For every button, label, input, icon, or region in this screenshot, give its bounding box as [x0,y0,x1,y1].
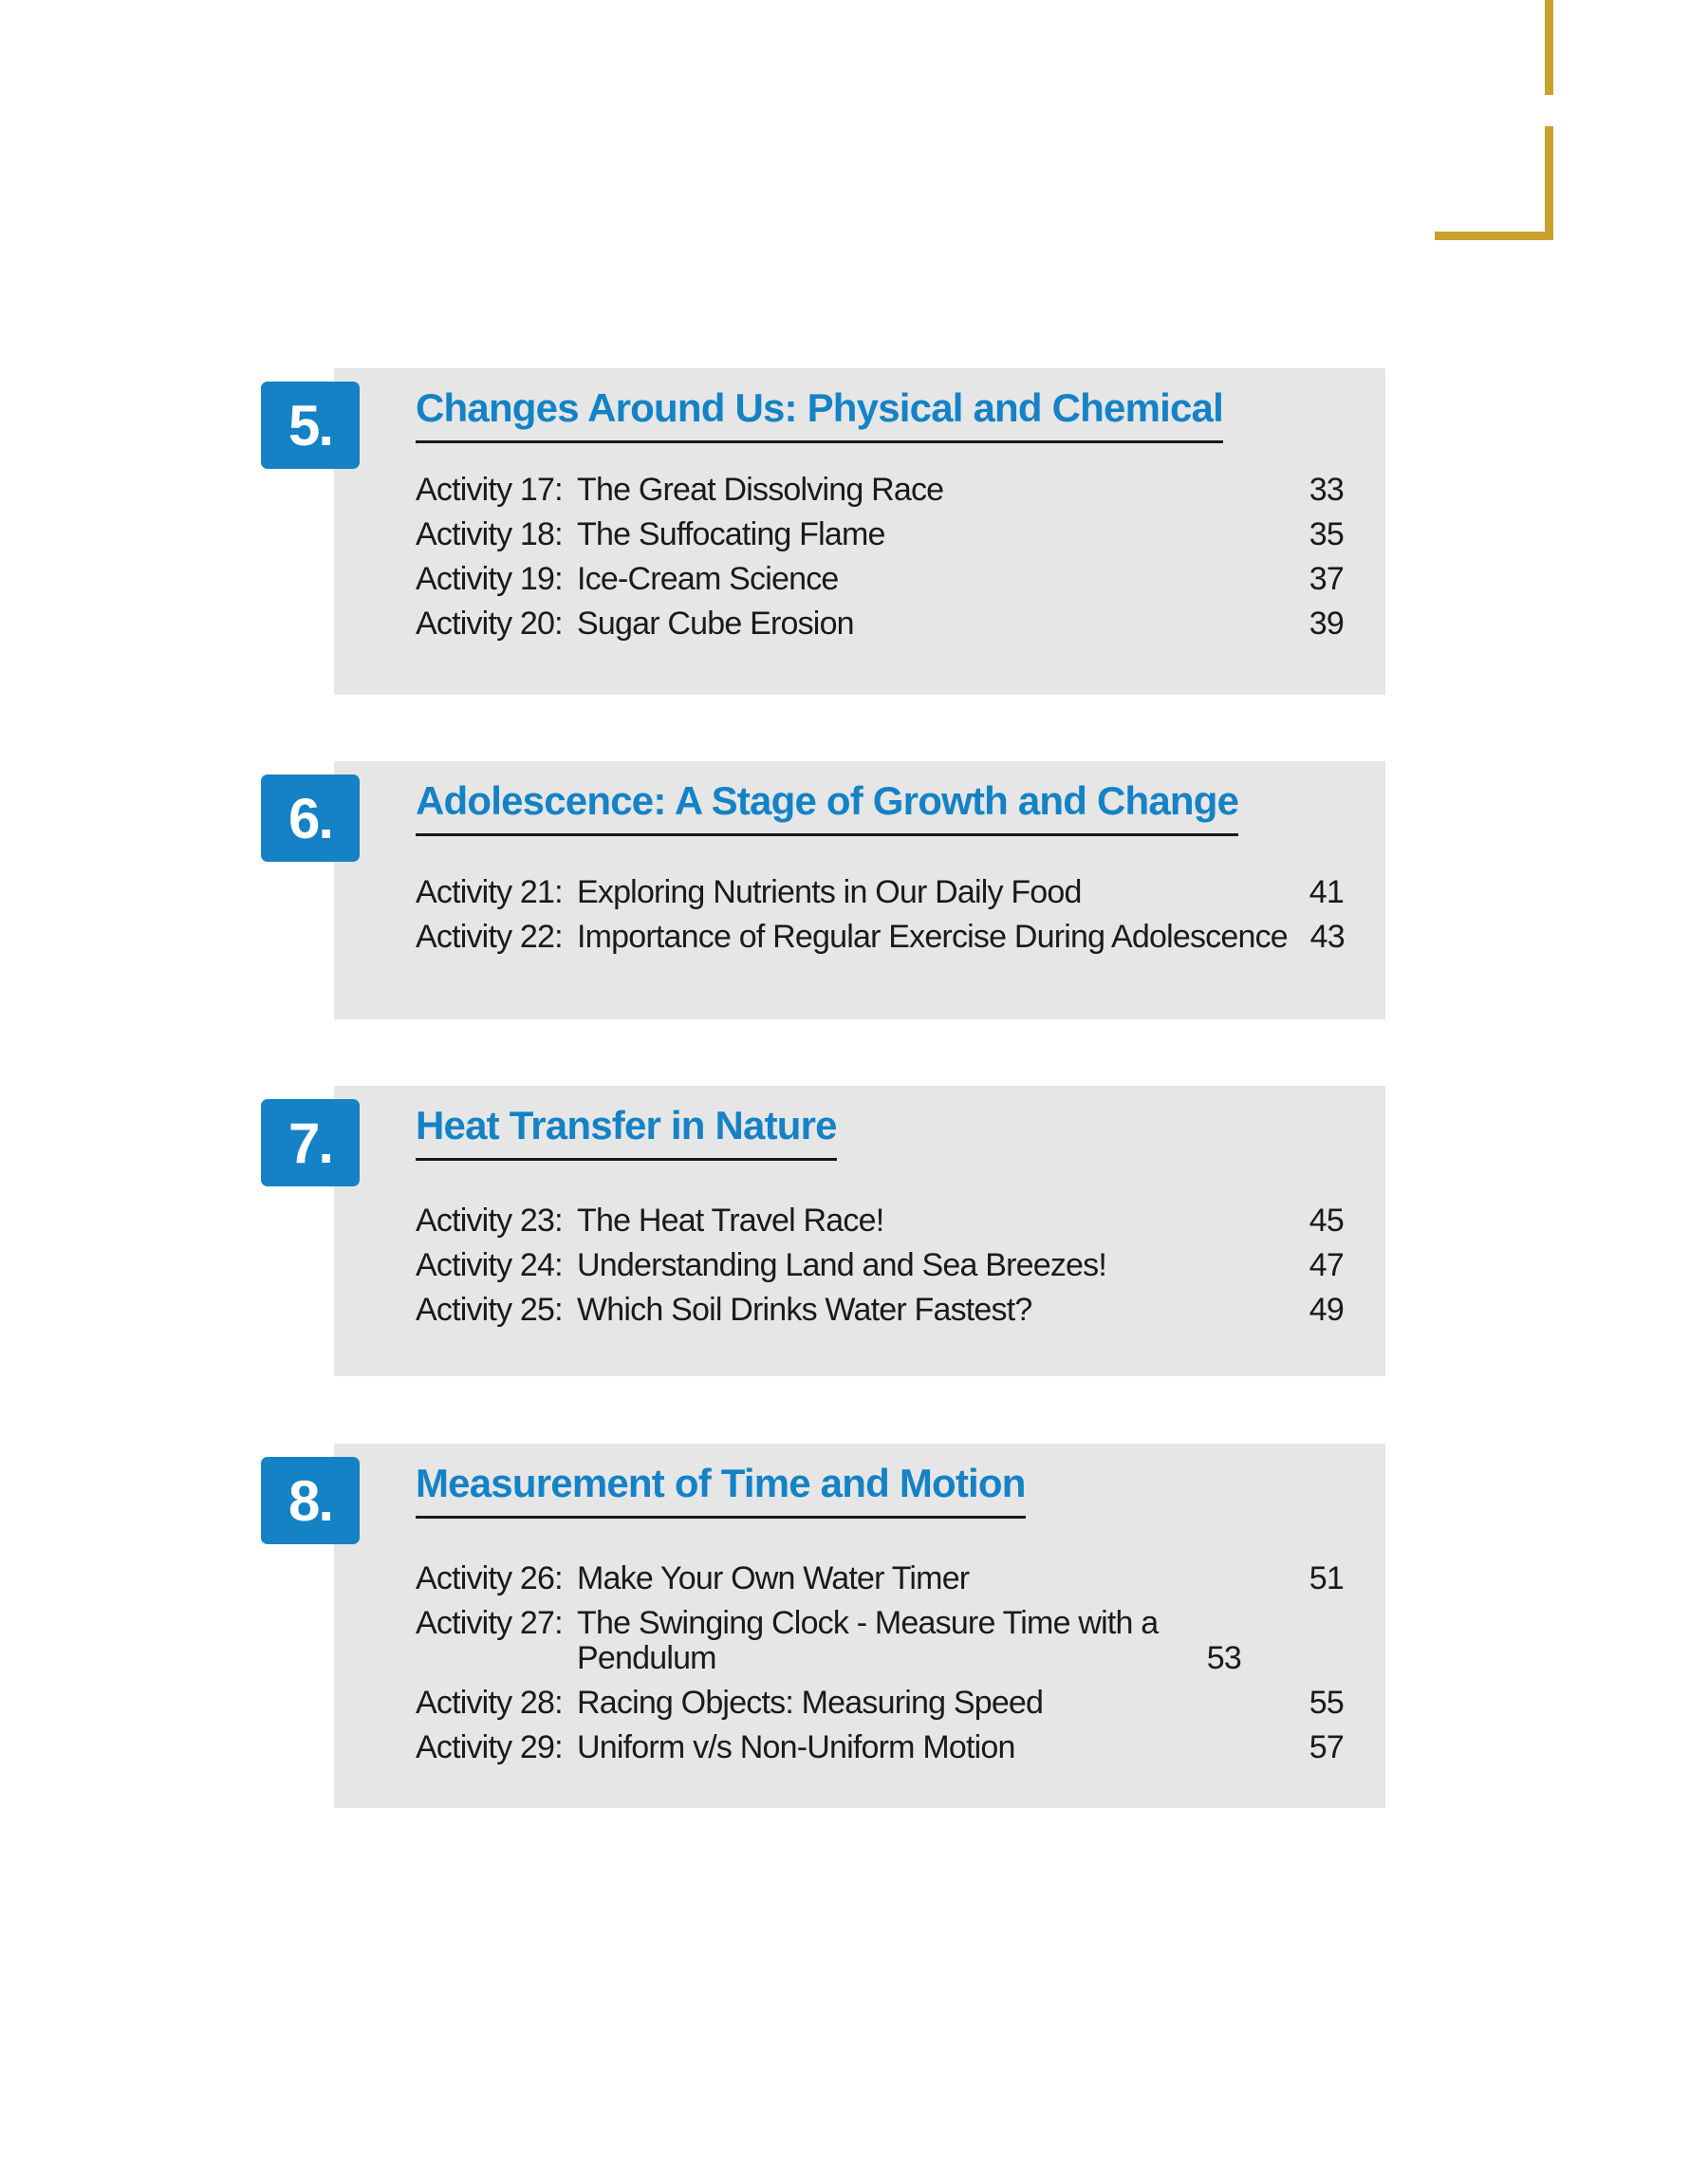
activity-row[interactable] [416,473,1344,508]
activity-page-number: 47 [1309,1247,1344,1283]
activity-label: Activity 22: [416,919,563,955]
section-title[interactable]: Heat Transfer in Nature [416,1099,837,1161]
activity-label: Activity 29: [416,1729,563,1765]
activity-list [416,473,1344,651]
activity-row[interactable] [416,1606,1344,1676]
activity-row[interactable] [416,517,1344,552]
activity-title: Exploring Nutrients in Our Daily Food [577,874,1082,910]
activity-page-number: 55 [1309,1685,1344,1721]
activity-title: The Swinging Clock - Measure Time with a Pendulum [577,1605,1159,1676]
activity-label: Activity 28: [416,1685,563,1721]
activity-label: Activity 18: [416,516,563,552]
section-7 [288,1086,1385,1376]
activity-page-number: 35 [1309,516,1344,552]
activity-list [416,1561,1344,1775]
section-5 [288,368,1385,695]
section-6 [288,761,1385,1019]
corner-mark-top [1545,0,1553,95]
section-number-badge: 6. [261,774,360,862]
activity-page-number: 45 [1309,1203,1344,1239]
activity-row[interactable] [416,1293,1344,1328]
activity-label: Activity 24: [416,1247,563,1283]
activity-page-number: 33 [1309,472,1344,508]
activity-title: Understanding Land and Sea Breezes! [577,1247,1106,1283]
activity-row[interactable] [416,1203,1344,1239]
activity-row[interactable] [416,1248,1344,1283]
corner-mark-horizontal [1435,232,1553,240]
activity-title: The Great Dissolving Race [577,472,944,508]
activity-title: Uniform v/s Non-Uniform Motion [577,1729,1015,1765]
activity-label: Activity 19: [416,561,563,597]
activity-title: Make Your Own Water Timer [577,1560,970,1596]
section-number-badge: 7. [261,1099,360,1186]
activity-title: The Suffocating Flame [577,516,885,552]
activity-row[interactable] [416,1561,1344,1596]
activity-title: Racing Objects: Measuring Speed [577,1685,1044,1721]
activity-label: Activity 23: [416,1203,563,1239]
activity-title: Ice-Cream Science [577,561,839,597]
activity-title: The Heat Travel Race! [577,1203,884,1239]
section-title[interactable]: Changes Around Us: Physical and Chemical [416,382,1223,443]
activity-page-number: 51 [1309,1560,1344,1596]
activity-label: Activity 20: [416,606,563,642]
activity-label: Activity 17: [416,472,563,508]
activity-title: Importance of Regular Exercise During Adolescence [577,919,1288,955]
activity-page-number: 37 [1309,561,1344,597]
activity-label: Activity 21: [416,874,563,910]
activity-title: Which Soil Drinks Water Fastest? [577,1292,1032,1328]
activity-page-number: 57 [1309,1729,1344,1765]
activity-row[interactable] [416,562,1344,597]
activity-row[interactable] [416,1686,1344,1721]
activity-list [416,1203,1344,1337]
activity-row[interactable] [416,606,1344,642]
activity-label: Activity 27: [416,1605,563,1641]
section-title[interactable]: Adolescence: A Stage of Growth and Change [416,774,1238,836]
activity-page-number: 39 [1309,606,1344,642]
activity-label: Activity 25: [416,1292,563,1328]
activity-row[interactable] [416,1730,1344,1765]
section-number-badge: 8. [261,1457,360,1544]
section-number-badge: 5. [261,382,360,469]
activity-page-number: 41 [1309,874,1344,910]
activity-title: Sugar Cube Erosion [577,606,854,642]
activity-row[interactable] [416,920,1344,955]
corner-mark-vertical [1545,126,1553,240]
activity-list [416,875,1344,964]
activity-page-number: 49 [1309,1292,1344,1328]
section-8 [288,1444,1385,1808]
activity-page-number: 43 [1309,919,1345,955]
activity-page-number: 53 [1206,1640,1241,1676]
activity-row[interactable] [416,875,1344,910]
activity-label: Activity 26: [416,1560,563,1596]
section-title[interactable]: Measurement of Time and Motion [416,1457,1026,1519]
